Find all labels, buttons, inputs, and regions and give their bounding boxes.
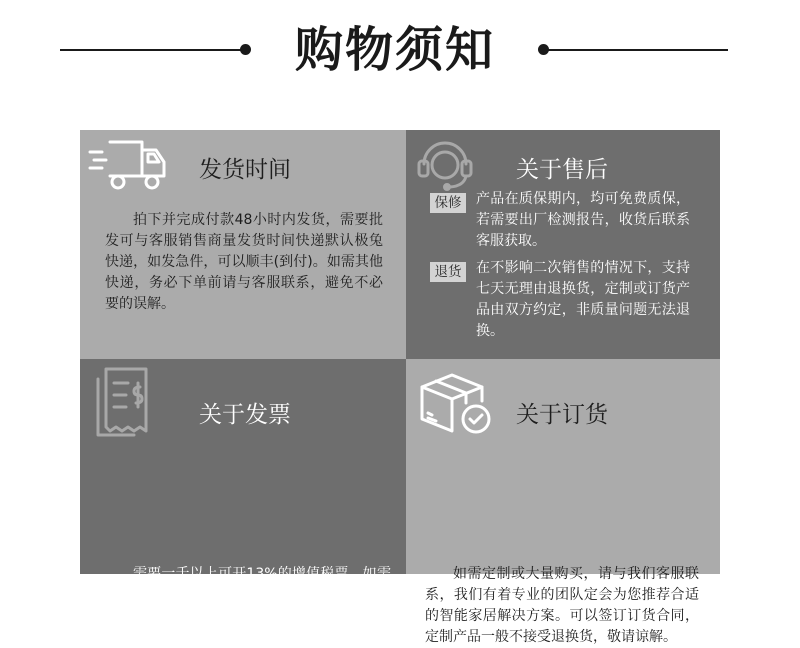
aftersale-panel bbox=[406, 130, 720, 359]
header-divider-left bbox=[60, 49, 246, 51]
aftersale-title: 关于售后 bbox=[516, 157, 608, 183]
return-tag: 退货 bbox=[430, 262, 466, 282]
order-panel bbox=[406, 359, 720, 645]
page-title: 购物须知 bbox=[294, 22, 495, 78]
header-divider-right bbox=[546, 49, 728, 51]
info-grid bbox=[80, 130, 720, 645]
invoice-title: 关于发票 bbox=[199, 402, 291, 428]
invoice-body: 需要一千以上可开13%的增值税票，如需开增值税票或者普通发票请提前与客服联系，对已经开具发票订单的，一般不接受退货，请事先谨慎选型下单。 bbox=[105, 566, 391, 645]
order-title: 关于订货 bbox=[516, 402, 608, 428]
headset-icon bbox=[414, 134, 476, 196]
invoice-panel bbox=[80, 359, 406, 645]
warranty-tag: 保修 bbox=[430, 193, 466, 213]
shipping-body: 拍下并完成付款48小时内发货，需要批发可与客服销售商量发货时间快递默认极兔快递，如发急件，可以顺丰(到付)。如需其他快递，务必下单前请与客服联系，避免不必要的误解。 bbox=[105, 212, 383, 312]
shipping-title: 发货时间 bbox=[199, 157, 291, 183]
order-body: 如需定制或大量购买，请与我们客服联系，我们有着专业的团队定会为您推荐合适的智能家居解决方案。可以签订订货合同，定制产品一般不接受退换货，敬请谅解。 bbox=[425, 566, 699, 645]
return-text: 在不影响二次销售的情况下，支持七天无理由退换货，定制或订货产品由双方约定，非质量问题无法退换。 bbox=[476, 260, 690, 339]
header-dot-left bbox=[240, 44, 251, 55]
receipt-icon bbox=[94, 365, 156, 443]
truck-icon bbox=[88, 136, 168, 198]
warranty-text: 产品在质保期内，均可免费质保，若需要出厂检测报告，收货后联系客服获取。 bbox=[476, 191, 690, 249]
box-check-icon bbox=[416, 367, 496, 443]
shipping-panel bbox=[80, 130, 406, 359]
